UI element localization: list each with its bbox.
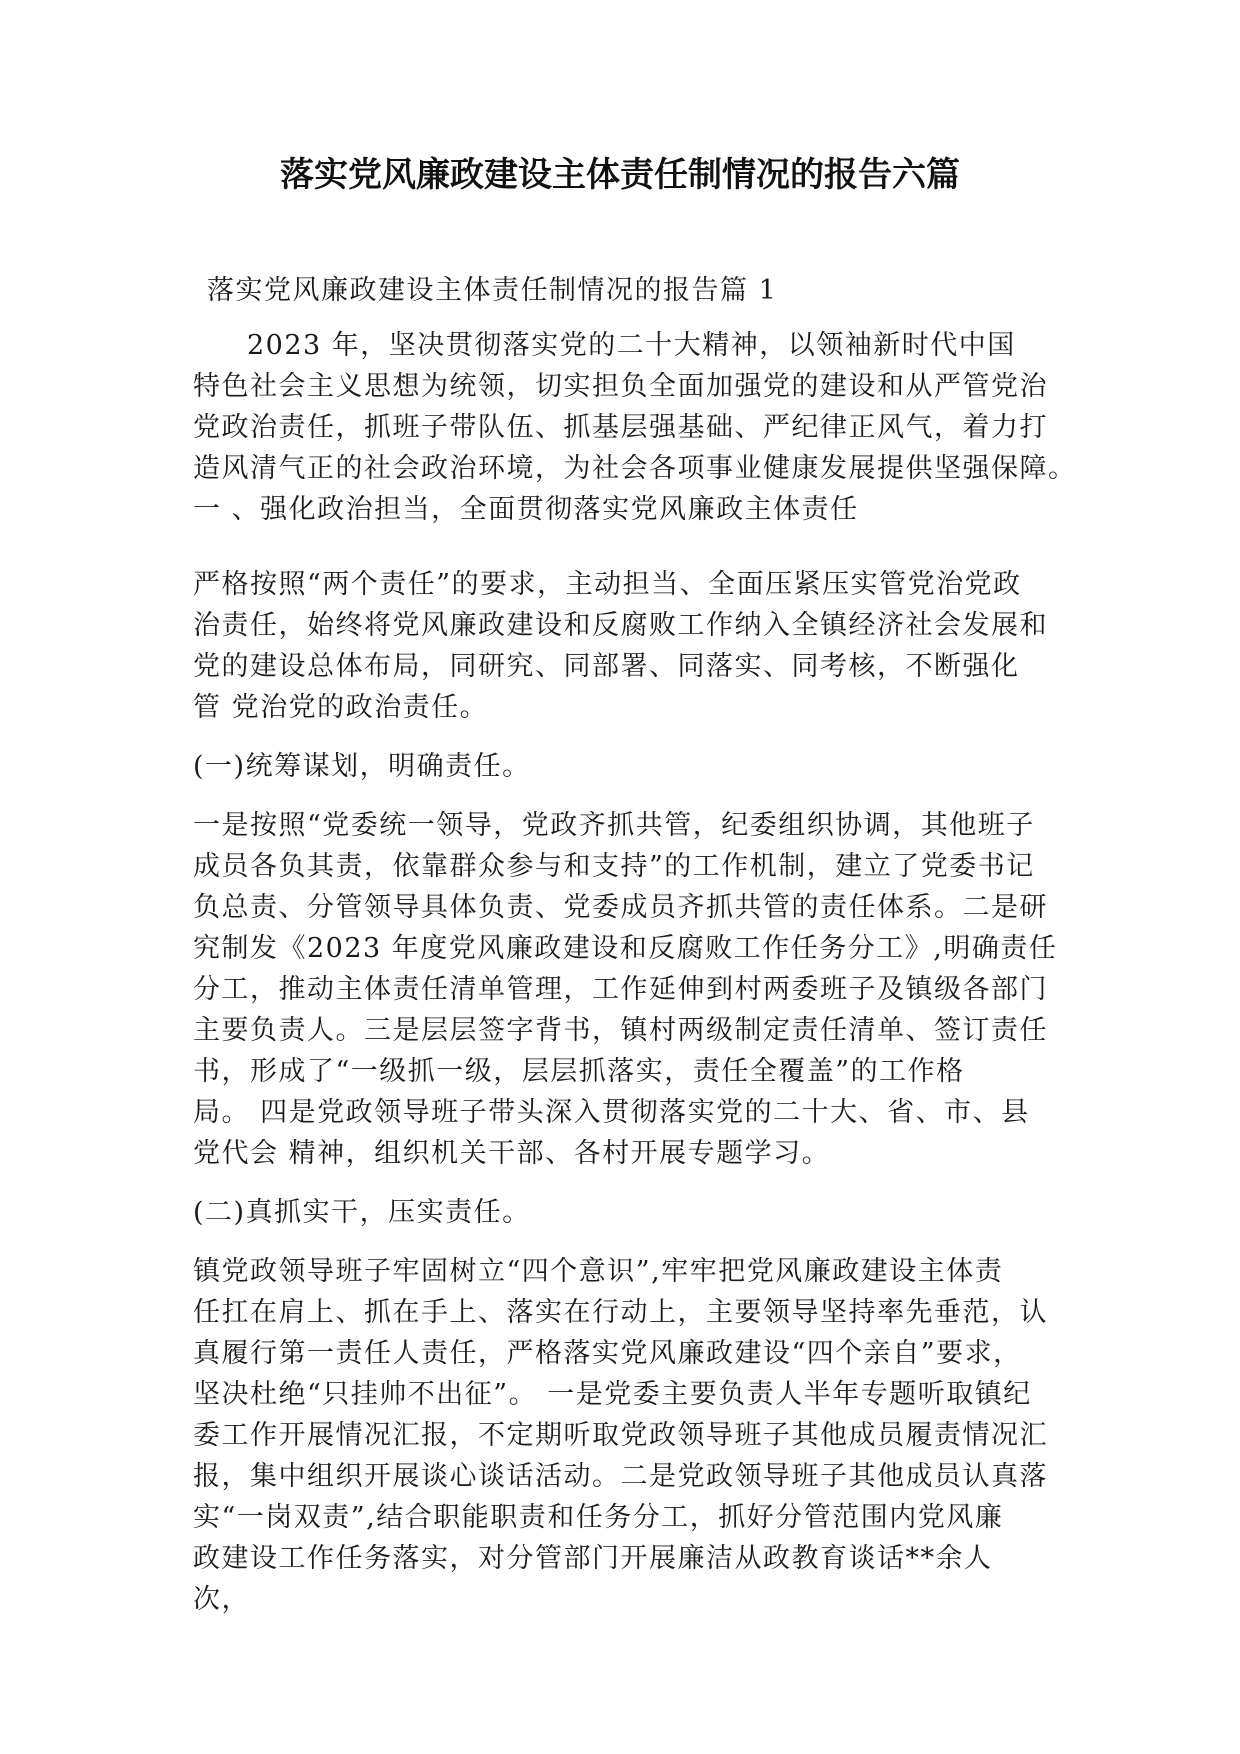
text-line: 分工，推动主体责任清单管理，工作延伸到村两委班子及镇级各部门 <box>193 974 1048 1005</box>
paragraph <box>193 564 1083 728</box>
document-title: 落实党风廉政建设主体责任制情况的报告六篇 <box>280 155 960 195</box>
text-line: 次， <box>193 1584 250 1615</box>
text-line: 究制发《2023 年度党风廉政建设和反腐败工作任务分工》,明确责任 <box>193 933 1058 964</box>
text-line: 报，集中组织开展谈心谈话活动。二是党政领导班子其他成员认真落 <box>193 1461 1048 1492</box>
paragraph <box>193 1251 1083 1620</box>
text-line: 任扛在肩上、抓在手上、落实在行动上，主要领导坚持率先垂范，认 <box>193 1297 1048 1328</box>
paragraph <box>193 805 1083 1174</box>
text-line: 政建设工作任务落实，对分管部门开展廉洁从政教育谈话**余人 <box>193 1543 993 1574</box>
text-line: 成员各负其责，依靠群众参与和支持”的工作机制，建立了党委书记 <box>193 851 1035 882</box>
text-line: 一是按照“党委统一领导，党政齐抓共管，纪委组织协调，其他班子 <box>193 810 1035 841</box>
text-line: 党政治责任，抓班子带队伍、抓基层强基础、严纪律正风气，着力打 <box>193 412 1048 443</box>
document-body <box>193 270 1083 1620</box>
subsection-heading <box>193 1192 1083 1233</box>
section-subtitle: 落实党风廉政建设主体责任制情况的报告篇 1 <box>207 275 778 306</box>
section-heading: 一 、强化政治担当，全面贯彻落实党风廉政主体责任 <box>193 494 859 525</box>
text-line: 主要负责人。三是层层签字背书，镇村两级制定责任清单、签订责任 <box>193 1015 1048 1046</box>
text-line: 党的建设总体布局，同研究、同部署、同落实、同考核，不断强化 <box>193 651 1020 682</box>
text-line: 镇党政领导班子牢固树立“四个意识”,牢牢把党风廉政建设主体责 <box>193 1256 1004 1287</box>
text-line: 书，形成了“一级抓一级，层层抓落实，责任全覆盖”的工作格 <box>193 1056 965 1087</box>
text-line: 真履行第一责任人责任，严格落实党风廉政建设“四个亲自”要求， <box>193 1338 1022 1369</box>
text-line: 坚决杜绝“只挂帅不出征”。 一是党委主要负责人半年专题听取镇纪 <box>193 1379 1032 1410</box>
paragraph-intro <box>193 325 1083 530</box>
text-line: (一)统筹谋划，明确责任。 <box>193 751 531 782</box>
text-line: 管 党治党的政治责任。 <box>193 692 489 723</box>
text-line: 党代会 精神，组织机关干部、各村开展专题学习。 <box>193 1138 831 1169</box>
text-line: 委工作开展情况汇报，不定期听取党政领导班子其他成员履责情况汇 <box>193 1420 1048 1451</box>
text-line: 特色社会主义思想为统领，切实担负全面加强党的建设和从严管党治 <box>193 371 1048 402</box>
text-line: 实“一岗双责”,结合职能职责和任务分工，抓好分管范围内党风廉 <box>193 1502 1004 1533</box>
subsection-heading <box>193 746 1083 787</box>
text-line: 负总责、分管领导具体负责、党委成员齐抓共管的责任体系。二是研 <box>193 892 1048 923</box>
text-line: (二)真抓实干，压实责任。 <box>193 1197 531 1228</box>
text-line: 局。 四是党政领导班子带头深入贯彻落实党的二十大、省、市、县 <box>193 1097 1030 1128</box>
text-line: 严格按照“两个责任”的要求，主动担当、全面压紧压实管党治党政 <box>193 569 1022 600</box>
text-line: 治责任，始终将党风廉政建设和反腐败工作纳入全镇经济社会发展和 <box>193 610 1048 641</box>
text-line: 造风清气正的社会政治环境，为社会各项事业健康发展提供坚强保障。 <box>193 453 1077 484</box>
text-line: 2023 年，坚决贯彻落实党的二十大精神，以领袖新时代中国 <box>247 330 1016 361</box>
